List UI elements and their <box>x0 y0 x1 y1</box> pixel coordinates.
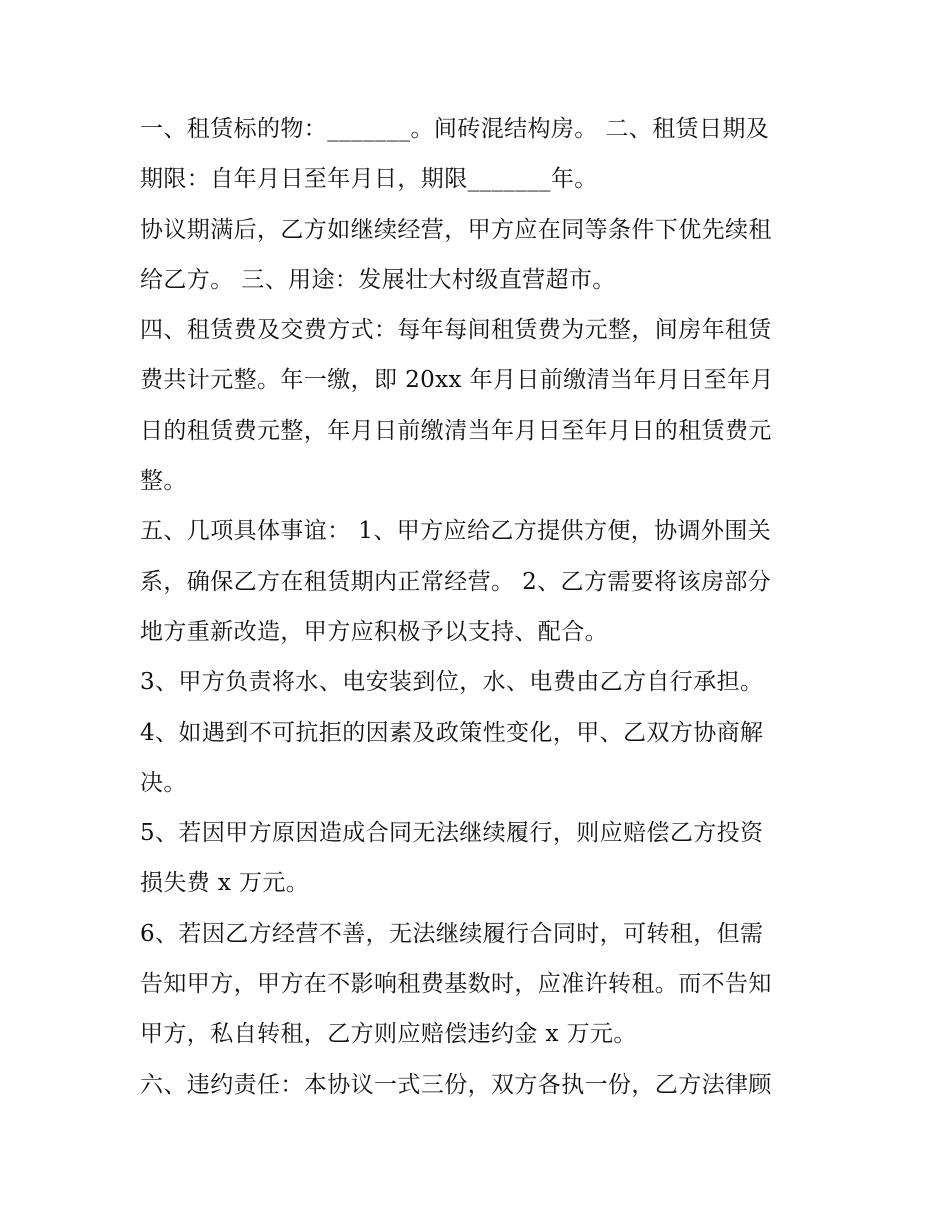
text-line: 协议期满后，乙方如继续经营，甲方应在同等条件下优先续租 <box>140 216 772 243</box>
contract-body <box>140 104 820 1110</box>
text-line: 6、若因乙方经营不善，无法继续履行合同时，可转租，但需 <box>140 920 764 947</box>
text-line: 损失费 x 万元。 <box>140 870 310 897</box>
text-line: 系，确保乙方在租赁期内正常经营。 2、乙方需要将该房部分 <box>140 568 772 595</box>
text-line: 给乙方。 三、用途：发展壮大村级直营超市。 <box>140 266 616 293</box>
text-line: 一、租赁标的物：_______。间砖混结构房。 二、租赁日期及 <box>140 116 770 142</box>
text-line: 期限：自年月日至年月日，期限_______年。 <box>140 166 598 193</box>
text-line: 整。 <box>140 468 187 495</box>
text-line: 地方重新改造，甲方应积极予以支持、配合。 <box>140 618 608 645</box>
text-line: 3、甲方负责将水、电安装到位，水、电费由乙方自行承担。 <box>140 669 764 696</box>
text-line: 四、租赁费及交费方式：每年每间租赁费为元整，间房年租赁 <box>140 317 772 344</box>
text-line: 日的租赁费元整，年月日前缴清当年月日至年月日的租赁费元 <box>140 417 772 444</box>
text-line: 六、违约责任：本协议一式三份，双方各执一份，乙方法律顾 <box>140 1071 772 1098</box>
text-line: 5、若因甲方原因造成合同无法继续履行，则应赔偿乙方投资 <box>140 820 764 847</box>
text-line: 五、几项具体事谊： 1、甲方应给乙方提供方便，协调外围关 <box>140 518 772 545</box>
text-line: 决。 <box>140 769 187 796</box>
text-line: 费共计元整。年一缴，即 20xx 年月日前缴清当年月日至年月 <box>140 367 774 394</box>
text-line: 甲方，私自转租，乙方则应赔偿违约金 x 万元。 <box>140 1021 637 1048</box>
text-line: 4、如遇到不可抗拒的因素及政策性变化，甲、乙双方协商解 <box>140 719 764 746</box>
text-line: 告知甲方，甲方在不影响租费基数时，应准许转租。而不告知 <box>140 971 772 998</box>
